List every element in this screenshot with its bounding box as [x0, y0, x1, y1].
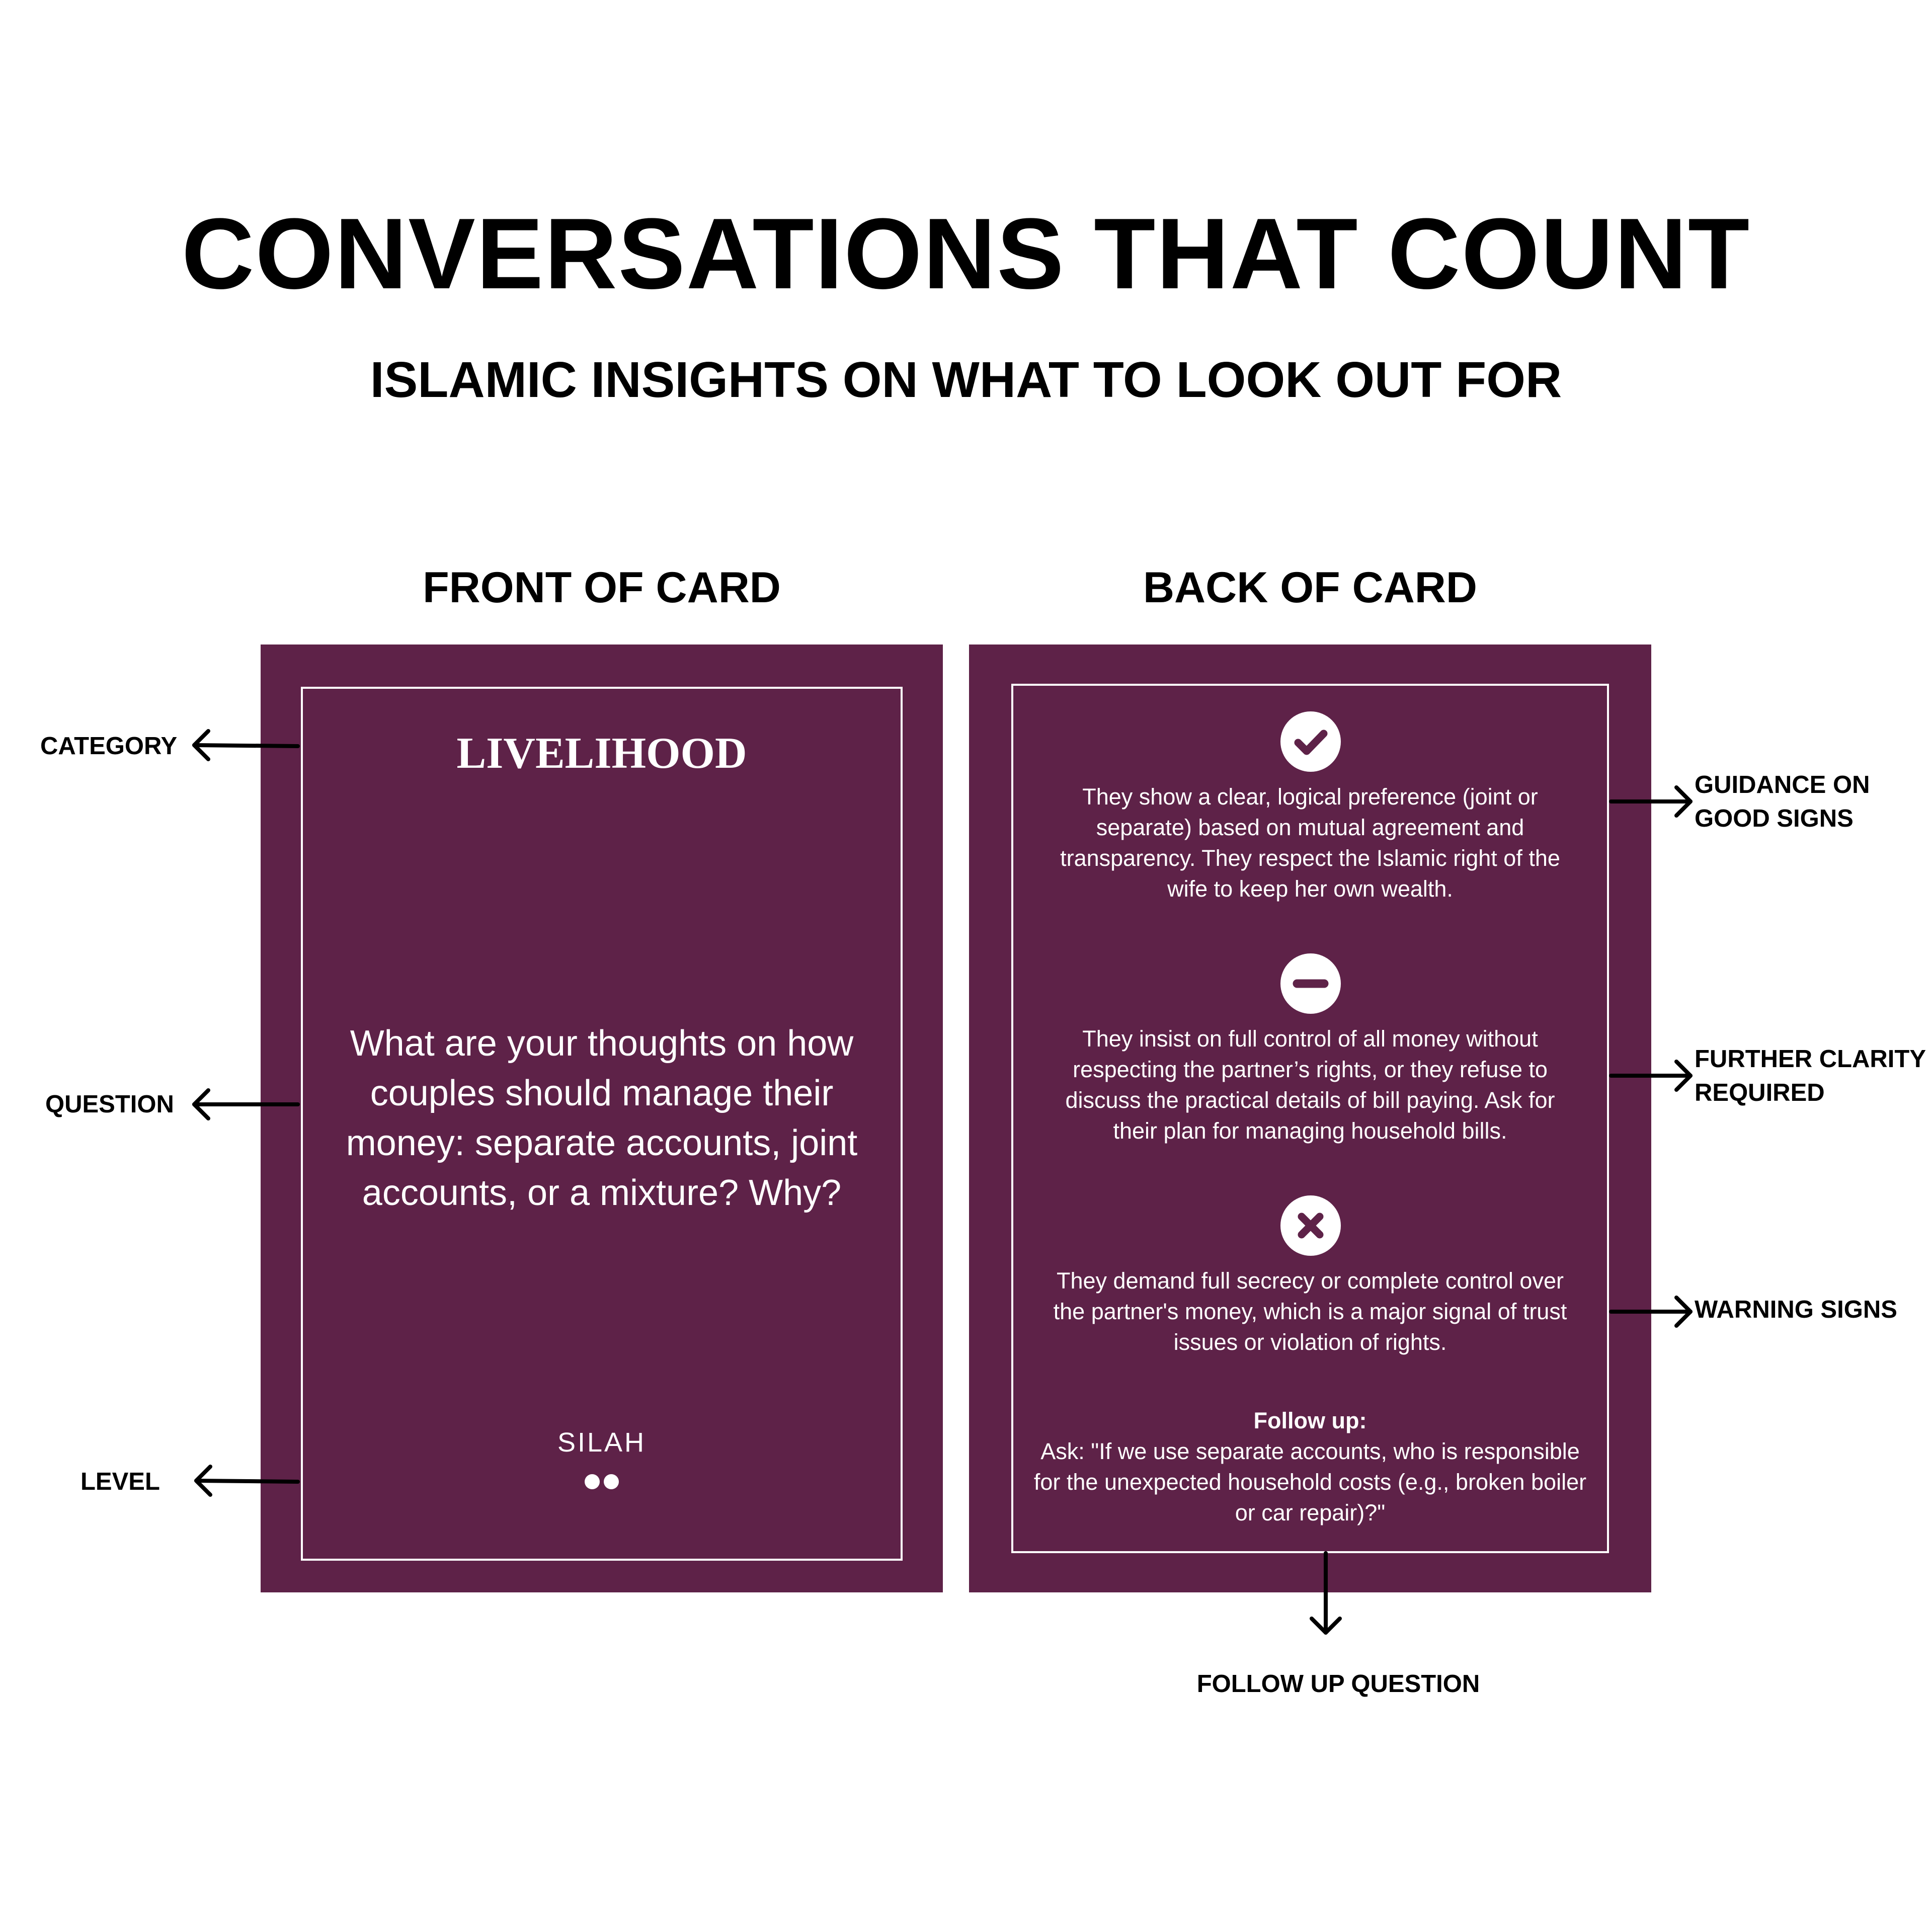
- follow-up-title: Follow up:: [1253, 1408, 1367, 1433]
- category-arrow: [194, 731, 298, 759]
- annotation-follow-up-question: FOLLOW UP QUESTION: [1196, 1670, 1480, 1698]
- annotation-further-clarity-line1: FURTHER CLARITY: [1695, 1045, 1926, 1073]
- annotation-category: CATEGORY: [40, 733, 178, 760]
- warning-signs-text: They demand full secrecy or complete control over the partner's money, which is a major signal of trust issues or violation of rights.: [1053, 1268, 1567, 1355]
- question-arrow: [194, 1090, 298, 1118]
- category-title: LIVELIHOOD: [456, 729, 747, 778]
- annotation-good-signs-line2: GOOD SIGNS: [1695, 805, 1854, 832]
- annotation-good-signs-line1: GUIDANCE ON: [1695, 771, 1870, 798]
- level-label: SILAH: [557, 1427, 647, 1458]
- annotation-question: QUESTION: [45, 1091, 174, 1118]
- follow-up-arrow: [1312, 1553, 1340, 1633]
- good-signs-text: They show a clear, logical preference (joint or separate) based on mutual agreement and transparency. They respect the Islamic right of the wife to keep her own wealth.: [1060, 784, 1560, 902]
- annotation-further-clarity-line2: REQUIRED: [1695, 1079, 1825, 1106]
- further-clarity-text: They insist on full control of all money without respecting the partner’s rights, or they refuse to discuss the practical details of bill paying. Ask for their plan for managing household bills.: [1065, 1026, 1555, 1144]
- follow-up-text: Ask: "If we use separate accounts, who is responsible for the unexpected household costs (e.g., broken boiler or car repair)?": [1033, 1438, 1587, 1525]
- level-arrow: [196, 1467, 298, 1495]
- subtitle: ISLAMIC INSIGHTS ON WHAT TO LOOK OUT FOR: [370, 352, 1562, 408]
- question-text: What are your thoughts on how couples should manage their money: separate accounts, joint accounts, or a mixture? Why?: [346, 1023, 858, 1213]
- back-of-card-heading: BACK OF CARD: [1143, 564, 1478, 612]
- main-title: CONVERSATIONS THAT COUNT: [181, 198, 1751, 310]
- further-clarity-arrow: [1611, 1062, 1691, 1090]
- front-of-card-heading: FRONT OF CARD: [423, 564, 781, 612]
- good-signs-arrow: [1611, 787, 1691, 816]
- annotation-level: LEVEL: [80, 1468, 160, 1495]
- annotation-warning-signs: WARNING SIGNS: [1695, 1296, 1897, 1323]
- warning-signs-arrow: [1611, 1298, 1691, 1326]
